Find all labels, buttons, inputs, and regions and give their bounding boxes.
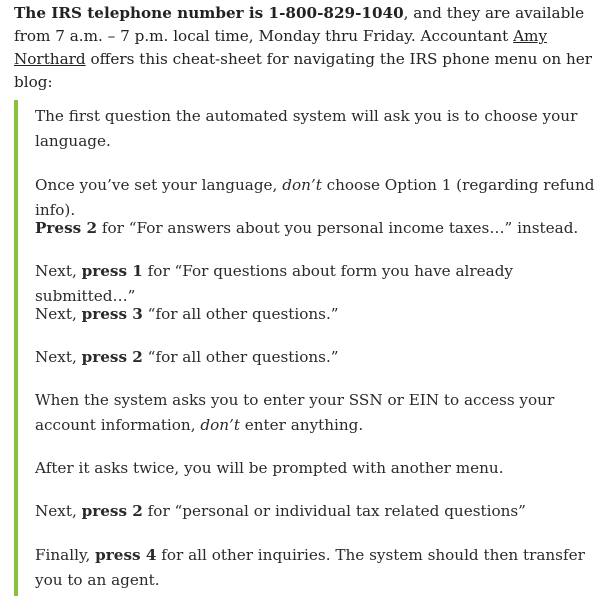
step-text: “for all other questions.” [142, 305, 339, 323]
step-text: choose Option 1 (regarding refund info). [35, 176, 595, 219]
step-text: enter anything. [239, 416, 364, 434]
irs-phone-number: The IRS telephone number is 1-800-829-1040 [14, 4, 404, 22]
key-press: press 1 [81, 262, 143, 280]
step-language [35, 104, 597, 154]
step-text: “for all other questions.” [142, 348, 339, 366]
key-press: Press 2 [35, 219, 98, 237]
step-text: The first question the automated system will ask you is to choose your language. [35, 107, 578, 150]
step-text: Next, [35, 348, 82, 366]
key-press: press 3 [81, 305, 143, 323]
step-text: When the system asks you to enter your SSN or EIN to access your account information, [35, 391, 555, 434]
emphasis: don’t [282, 176, 322, 194]
step-text: for “For questions about form you have already submitted…” [35, 262, 514, 305]
author-link[interactable]: Amy Northard [14, 27, 548, 68]
key-press: press 4 [95, 546, 157, 564]
step-text: After it asks twice, you will be prompted with another menu. [35, 459, 504, 477]
step-text: for all other inquiries. The system should then transfer you to an agent. [35, 546, 585, 589]
step-text: Next, [35, 502, 82, 520]
step-skip-ssn [35, 388, 597, 438]
intro-text: , and they are available from 7 a.m. – 7 p.m. local time, Monday thru Friday. Accountant [14, 4, 585, 45]
step-text: Once you’ve set your language, [35, 176, 283, 194]
step-press-4-agent [35, 543, 597, 593]
intro-paragraph [14, 2, 594, 94]
step-press-3-other [35, 302, 597, 327]
step-text: Next, [35, 305, 82, 323]
step-text: for “personal or individual tax related questions” [142, 502, 526, 520]
step-press-2-income [35, 216, 597, 241]
intro-text-end: offers this cheat-sheet for navigating the IRS phone menu on her blog: [14, 50, 593, 91]
key-press: press 2 [81, 348, 143, 366]
step-text: Finally, [35, 546, 96, 564]
step-another-menu [35, 456, 597, 481]
key-press: press 2 [81, 502, 143, 520]
blockquote [14, 100, 598, 596]
emphasis: don’t [200, 416, 240, 434]
step-press-2-other [35, 345, 597, 370]
step-press-2-personal [35, 499, 597, 524]
step-text: Next, [35, 262, 82, 280]
step-text: for “For answers about you personal income taxes…” instead. [97, 219, 579, 237]
